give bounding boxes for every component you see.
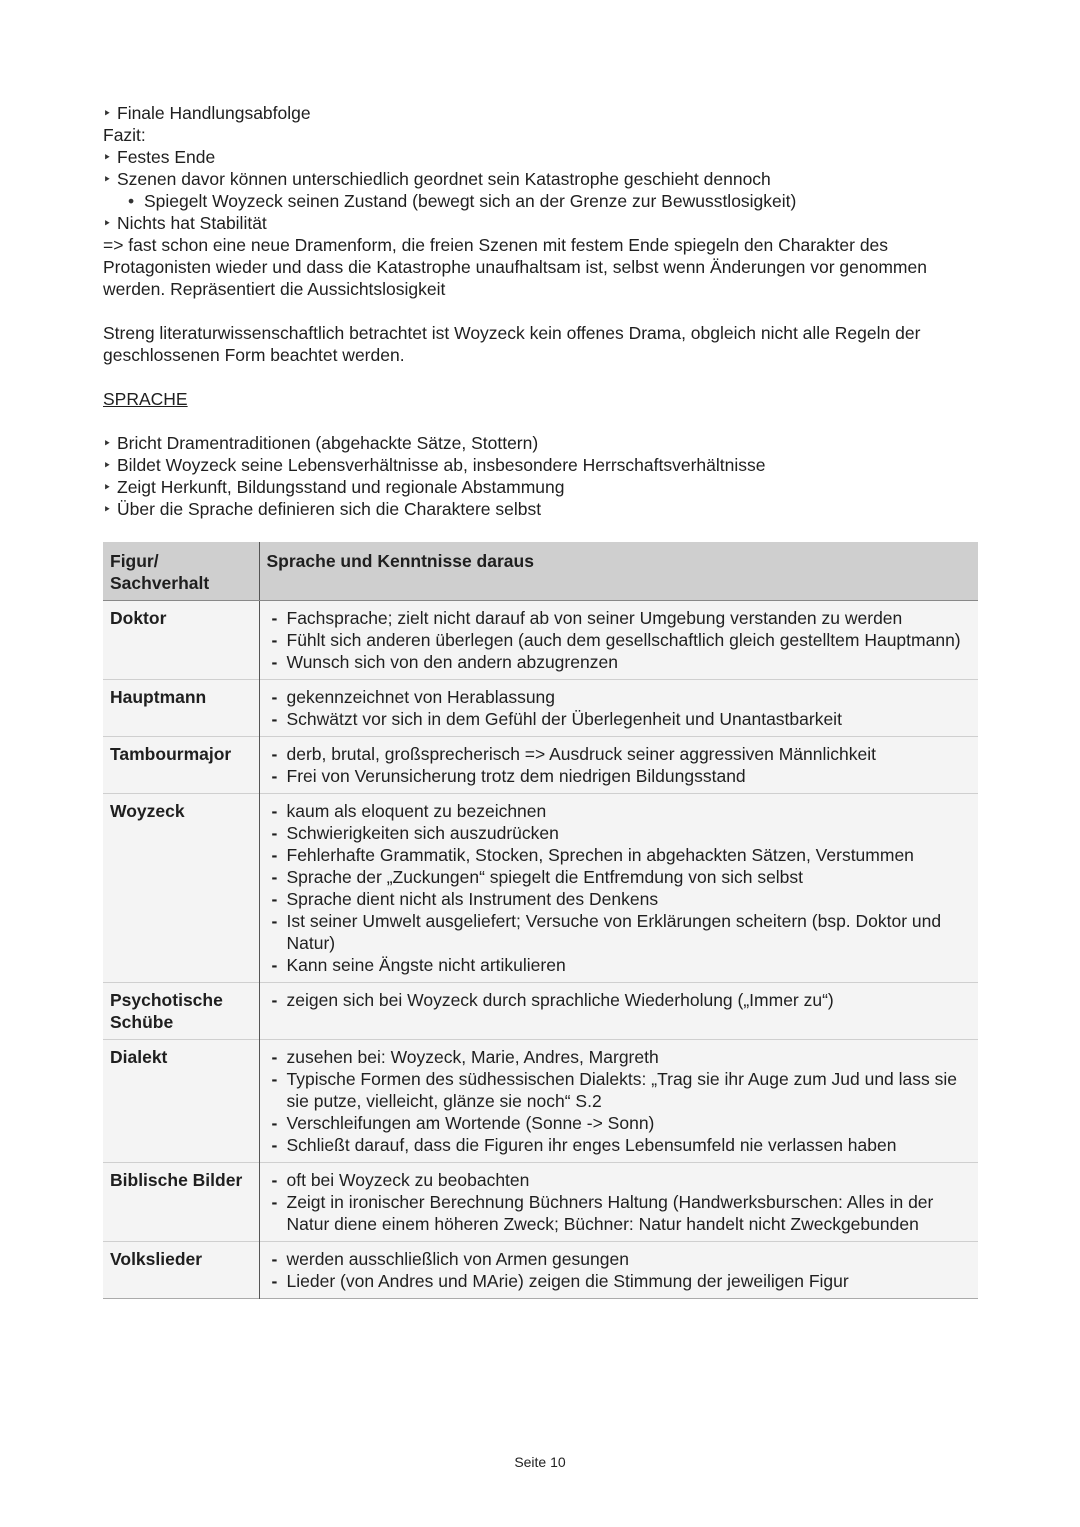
table-header-row (103, 542, 978, 601)
table-row (103, 680, 978, 737)
list-item: - Schließt darauf, dass die Figuren ihr enges Lebensumfeld nie verlassen haben (287, 1134, 972, 1156)
bullet-item: ‣ Szenen davor können unterschiedlich geordnet sein Katastrophe geschieht dennoch (103, 168, 979, 190)
bullet-item: ‣ Über die Sprache definieren sich die Charaktere selbst (103, 498, 979, 520)
list-item: - Frei von Verunsicherung trotz dem niedrigen Bildungsstand (287, 765, 972, 787)
list-item: - werden ausschließlich von Armen gesungen (287, 1248, 972, 1270)
row-label: Doktor (103, 601, 259, 680)
bullet-item: ‣ Bricht Dramentraditionen (abgehackte Sätze, Stottern) (103, 432, 979, 454)
list-item: - kaum als eloquent zu bezeichnen (287, 800, 972, 822)
label-fazit: Fazit: (103, 125, 146, 145)
list-item: - Sprache der „Zuckungen“ spiegelt die Entfremdung von sich selbst (287, 866, 972, 888)
list-item: - gekennzeichnet von Herablassung (287, 686, 972, 708)
table-row (103, 983, 978, 1040)
table-row (103, 794, 978, 983)
page-content (103, 102, 979, 1299)
header-sprache: Sprache und Kenntnisse daraus (259, 542, 978, 601)
section-heading-sprache: SPRACHE (103, 389, 188, 409)
bullet-item: ‣ Bildet Woyzeck seine Lebensverhältnisse ab, insbesondere Herrschaftsverhältnisse (103, 454, 979, 476)
strict-paragraph: Streng literaturwissenschaftlich betrachtet ist Woyzeck kein offenes Drama, obgleich nicht alle Regeln der geschlossenen Form beachtet werden. (103, 323, 921, 365)
list-item: - zusehen bei: Woyzeck, Marie, Andres, Margreth (287, 1046, 972, 1068)
bullet-item: ‣ Nichts hat Stabilität (103, 212, 979, 234)
list-item: - Fachsprache; zielt nicht darauf ab von seiner Umgebung verstanden zu werden (287, 607, 972, 629)
header-figur: Figur/ Sachverhalt (103, 542, 259, 601)
list-item: - Schwätzt vor sich in dem Gefühl der Überlegenheit und Unantastbarkeit (287, 708, 972, 730)
list-item: - Verschleifungen am Wortende (Sonne -> Sonn) (287, 1112, 972, 1134)
list-item: - Wunsch sich von den andern abzugrenzen (287, 651, 972, 673)
list-item: - Kann seine Ängste nicht artikulieren (287, 954, 972, 976)
sprache-table (103, 542, 978, 1299)
row-label: Woyzeck (103, 794, 259, 983)
list-item: - Sprache dient nicht als Instrument des Denkens (287, 888, 972, 910)
list-item: - Zeigt in ironischer Berechnung Büchners Haltung (Handwerksburschen: Alles in der Natur diene einem höheren Zweck; Büchner: Natur handelt nicht Zweckgebunden (287, 1191, 972, 1235)
list-item: - Schwierigkeiten sich auszudrücken (287, 822, 972, 844)
list-item: - Lieder (von Andres und MArie) zeigen die Stimmung der jeweiligen Figur (287, 1270, 972, 1292)
row-label: Dialekt (103, 1040, 259, 1163)
list-item: - Fehlerhafte Grammatik, Stocken, Sprechen in abgehackten Sätzen, Verstummen (287, 844, 972, 866)
row-label: Hauptmann (103, 680, 259, 737)
table-row (103, 1242, 978, 1299)
bullet-item: ‣ Zeigt Herkunft, Bildungsstand und regionale Abstammung (103, 476, 979, 498)
row-label: Volkslieder (103, 1242, 259, 1299)
table-row (103, 737, 978, 794)
row-label: Biblische Bilder (103, 1163, 259, 1242)
page-number: Seite 10 (514, 1454, 566, 1470)
list-item: - oft bei Woyzeck zu beobachten (287, 1169, 972, 1191)
conclusion-paragraph: => fast schon eine neue Dramenform, die freien Szenen mit festem Ende spiegeln den Charakter des Protagonisten wieder und dass die Katastrophe unaufhaltsam ist, selbst wenn Änderungen vor genommen werden. Repräsentiert die Aussichtslosigkeit (103, 235, 927, 299)
list-item: - Fühlt sich anderen überlegen (auch dem gesellschaftlich gleich gestelltem Hauptmann) (287, 629, 972, 651)
table-row (103, 1163, 978, 1242)
list-item: - Typische Formen des südhessischen Dialekts: „Trag sie ihr Auge zum Jud und lass sie sie putze, vielleicht, glänze sie noch“ S.2 (287, 1068, 972, 1112)
row-label: Psychotische Schübe (103, 983, 259, 1040)
row-label: Tambourmajor (103, 737, 259, 794)
list-item: - derb, brutal, großsprecherisch => Ausdruck seiner aggressiven Männlichkeit (287, 743, 972, 765)
table-row (103, 601, 978, 680)
list-item: - zeigen sich bei Woyzeck durch sprachliche Wiederholung („Immer zu“) (287, 989, 972, 1011)
sub-bullet-item: • Spiegelt Woyzeck seinen Zustand (bewegt sich an der Grenze zur Bewusstlosigkeit) (103, 190, 979, 212)
bullet-item: ‣ Festes Ende (103, 146, 979, 168)
list-item: - Ist seiner Umwelt ausgeliefert; Versuche von Erklärungen scheitern (bsp. Doktor und Natur) (287, 910, 972, 954)
table-row (103, 1040, 978, 1163)
bullet-item: ‣ Finale Handlungsabfolge (103, 102, 979, 124)
